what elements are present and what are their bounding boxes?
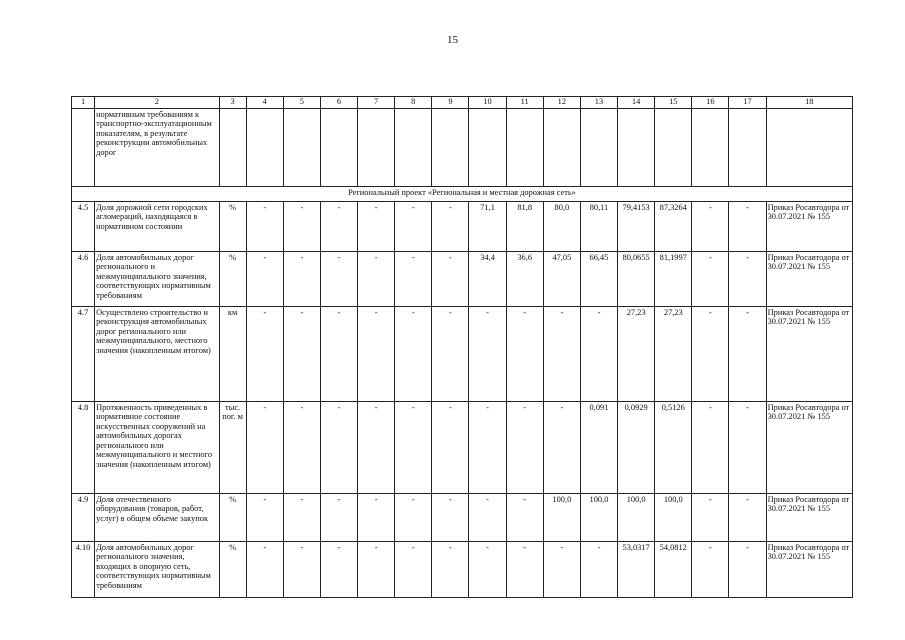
value-cell: - (506, 402, 543, 494)
header-cell: 5 (283, 97, 320, 109)
value-cell: - (432, 252, 469, 307)
value-cell: - (246, 307, 283, 402)
source-document: Приказ Росавтодора от 30.07.2021 № 155 (766, 202, 852, 252)
value-cell: - (543, 307, 580, 402)
value-cell: - (692, 402, 729, 494)
value-cell: - (469, 307, 506, 402)
value-cell: - (395, 307, 432, 402)
row-number: 4.8 (72, 402, 95, 494)
value-cell: - (246, 252, 283, 307)
value-cell: - (469, 494, 506, 542)
header-cell: 10 (469, 97, 506, 109)
value-cell: - (729, 494, 766, 542)
value-cell: - (543, 402, 580, 494)
unit-cell: тыс. пог. м (219, 402, 246, 494)
continuation-row (72, 109, 853, 187)
row-number: 4.6 (72, 252, 95, 307)
unit-cell: % (219, 202, 246, 252)
row-number: 4.9 (72, 494, 95, 542)
value-cell: - (692, 494, 729, 542)
unit-cell: % (219, 252, 246, 307)
value-cell: - (246, 202, 283, 252)
value-cell: 27,23 (655, 307, 692, 402)
header-cell: 12 (543, 97, 580, 109)
value-cell: 27,23 (618, 307, 655, 402)
indicator-name: Протяженность приведенных в нормативное состояние искусственных сооружений на автомобильных дорогах регионального или межмуниципального и местного значения (накопленным итогом) (95, 402, 219, 494)
value-cell: - (432, 402, 469, 494)
header-cell: 2 (95, 97, 219, 109)
value-cell: - (432, 542, 469, 598)
value-cell: - (395, 252, 432, 307)
value-cell: 80,0655 (618, 252, 655, 307)
value-cell: - (358, 252, 395, 307)
value-cell: 0,091 (580, 402, 617, 494)
value-cell: 0,5126 (655, 402, 692, 494)
row-number: 4.5 (72, 202, 95, 252)
header-cell: 4 (246, 97, 283, 109)
value-cell: - (320, 542, 357, 598)
value-cell: - (729, 307, 766, 402)
value-cell: - (283, 307, 320, 402)
value-cell: - (358, 202, 395, 252)
row-number: 4.10 (72, 542, 95, 598)
table-row (72, 252, 853, 307)
indicator-name: Доля автомобильных дорог регионального значения, входящих в опорную сеть, соответствующих нормативным требованиям (95, 542, 219, 598)
value-cell: - (580, 542, 617, 598)
value-cell: 80,11 (580, 202, 617, 252)
value-cell: - (432, 494, 469, 542)
value-cell: - (358, 494, 395, 542)
value-cell: - (246, 494, 283, 542)
value-cell: - (506, 307, 543, 402)
value-cell: 36,6 (506, 252, 543, 307)
row-number: 4.7 (72, 307, 95, 402)
unit-cell: км (219, 307, 246, 402)
value-cell: - (506, 542, 543, 598)
value-cell: - (729, 202, 766, 252)
value-cell: - (506, 494, 543, 542)
header-cell: 14 (618, 97, 655, 109)
value-cell: - (395, 494, 432, 542)
header-cell: 9 (432, 97, 469, 109)
value-cell: - (543, 542, 580, 598)
header-cell: 16 (692, 97, 729, 109)
value-cell: - (246, 542, 283, 598)
indicator-name: Доля автомобильных дорог регионального и межмуниципального значения, соответствующих нормативным требованиям (95, 252, 219, 307)
value-cell: 81,1997 (655, 252, 692, 307)
value-cell: - (692, 202, 729, 252)
value-cell: 80,0 (543, 202, 580, 252)
value-cell: - (432, 202, 469, 252)
source-document: Приказ Росавтодора от 30.07.2021 № 155 (766, 252, 852, 307)
value-cell: - (246, 402, 283, 494)
value-cell: - (432, 307, 469, 402)
value-cell: - (358, 307, 395, 402)
header-cell: 6 (320, 97, 357, 109)
value-cell: - (395, 542, 432, 598)
value-cell: 100,0 (618, 494, 655, 542)
value-cell: 54,0812 (655, 542, 692, 598)
header-cell: 3 (219, 97, 246, 109)
value-cell: - (283, 402, 320, 494)
indicators-table (71, 96, 853, 598)
value-cell: 71,1 (469, 202, 506, 252)
section-row (72, 187, 853, 202)
value-cell: - (320, 494, 357, 542)
value-cell: - (395, 402, 432, 494)
unit-cell: % (219, 542, 246, 598)
value-cell: - (692, 542, 729, 598)
page-number: 15 (447, 34, 458, 46)
source-document: Приказ Росавтодора от 30.07.2021 № 155 (766, 307, 852, 402)
header-cell: 11 (506, 97, 543, 109)
indicator-name: Осуществлено строительство и реконструкция автомобильных дорог регионального или межмуниципального, местного значения (накопленным итогом) (95, 307, 219, 402)
table-row (72, 307, 853, 402)
header-cell: 13 (580, 97, 617, 109)
value-cell: - (320, 307, 357, 402)
header-cell: 18 (766, 97, 852, 109)
value-cell: - (358, 542, 395, 598)
value-cell: 47,05 (543, 252, 580, 307)
table-row (72, 402, 853, 494)
value-cell: 79,4153 (618, 202, 655, 252)
value-cell: - (283, 202, 320, 252)
value-cell: - (692, 252, 729, 307)
value-cell: - (729, 402, 766, 494)
value-cell: 0,0929 (618, 402, 655, 494)
section-title: Региональный проект «Региональная и местная дорожная сеть» (72, 187, 853, 202)
header-cell: 15 (655, 97, 692, 109)
indicator-name: Доля дорожной сети городских агломераций, находящаяся в нормативном состоянии (95, 202, 219, 252)
value-cell: 100,0 (655, 494, 692, 542)
value-cell: 100,0 (580, 494, 617, 542)
value-cell: 81,8 (506, 202, 543, 252)
source-document: Приказ Росавтодора от 30.07.2021 № 155 (766, 494, 852, 542)
value-cell: - (320, 402, 357, 494)
value-cell: - (320, 252, 357, 307)
table-row (72, 202, 853, 252)
value-cell: - (320, 202, 357, 252)
source-document: Приказ Росавтодора от 30.07.2021 № 155 (766, 402, 852, 494)
value-cell: - (283, 252, 320, 307)
indicator-name: Доля отечественного оборудования (товаров, работ, услуг) в общем объеме закупок (95, 494, 219, 542)
value-cell: - (692, 307, 729, 402)
source-document: Приказ Росавтодора от 30.07.2021 № 155 (766, 542, 852, 598)
header-cell: 8 (395, 97, 432, 109)
header-cell: 7 (358, 97, 395, 109)
value-cell: 87,3264 (655, 202, 692, 252)
value-cell: 53,0317 (618, 542, 655, 598)
value-cell: - (283, 542, 320, 598)
value-cell: - (469, 402, 506, 494)
value-cell: - (580, 307, 617, 402)
value-cell: 66,45 (580, 252, 617, 307)
value-cell: - (729, 252, 766, 307)
header-row (72, 97, 853, 109)
value-cell: 100,0 (543, 494, 580, 542)
continuation-name-cell: нормативным требованиям к транспортно-эксплуатационным показателям, в результате реконструкции автомобильных дорог (95, 109, 219, 187)
value-cell: - (395, 202, 432, 252)
table-row (72, 494, 853, 542)
header-cell: 1 (72, 97, 95, 109)
continuation-num-cell (72, 109, 95, 187)
table-row (72, 542, 853, 598)
value-cell: - (469, 542, 506, 598)
header-cell: 17 (729, 97, 766, 109)
value-cell: - (358, 402, 395, 494)
value-cell: 34,4 (469, 252, 506, 307)
unit-cell: % (219, 494, 246, 542)
value-cell: - (729, 542, 766, 598)
value-cell: - (283, 494, 320, 542)
